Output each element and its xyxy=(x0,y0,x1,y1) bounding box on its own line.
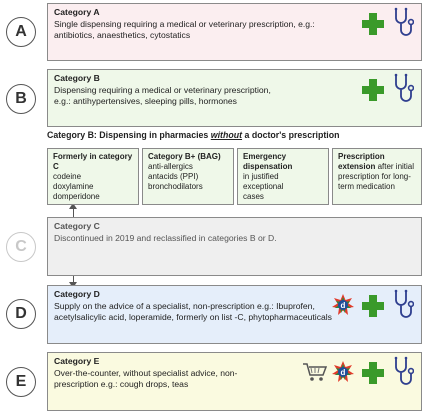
sub-line: bronchodilators xyxy=(148,182,203,191)
sub-emergency xyxy=(237,148,329,205)
category-b-text: Dispensing requiring a medical or veterinary prescription, e.g.: antihypertensives, sleeping pills, hormones xyxy=(54,85,271,106)
sub-line: anti-allergics xyxy=(148,162,193,171)
green-cross-icon xyxy=(362,13,384,35)
sub-line: domperidone xyxy=(53,192,100,201)
sub-emergency-title: Emergency dispensation xyxy=(243,152,293,171)
green-cross-icon xyxy=(362,79,384,101)
category-d-text: Supply on the advice of a specialist, non-prescription e.g.: Ibuprofen, acetylsalicylic acid, loperamide, formerly on list -C, phytopharmaceuticals xyxy=(54,301,332,322)
circle-d: D xyxy=(6,299,36,329)
category-c-text: Discontinued in 2019 and reclassified in categories B or D. xyxy=(54,233,277,243)
category-d-title: Category D xyxy=(54,289,100,299)
sub-formerly-c-title: Formerly in category C xyxy=(53,152,133,171)
category-c-title: Category C xyxy=(54,221,100,231)
sub-line: antacids (PPI) xyxy=(148,172,199,181)
drogerie-logo-icon xyxy=(332,294,354,316)
green-cross-icon xyxy=(362,362,384,384)
drogerie-logo-icon xyxy=(332,361,354,383)
category-c-box xyxy=(47,217,422,276)
circle-e: E xyxy=(6,367,36,397)
sub-b-plus xyxy=(142,148,234,205)
sub-extension-title: Prescription extension xyxy=(338,152,385,171)
sub-b-plus-title: Category B+ (BAG) xyxy=(148,152,221,161)
category-e-title: Category E xyxy=(54,356,100,366)
svg-text:d: d xyxy=(340,301,346,310)
sub-extension-text: after initial prescription for long-term medication xyxy=(338,162,415,191)
category-a-title: Category A xyxy=(54,7,100,17)
pharmacy-heading: Category B: Dispensing in pharmacies without a doctor's prescription xyxy=(47,130,340,140)
circle-c: C xyxy=(6,232,36,262)
sub-line: cases xyxy=(243,192,264,201)
stethoscope-icon xyxy=(392,289,414,321)
green-cross-icon xyxy=(362,295,384,317)
category-e-text: Over-the-counter, without specialist advice, non-prescription e.g.: cough drops, teas xyxy=(54,368,238,389)
stethoscope-icon xyxy=(392,356,414,388)
circle-a: A xyxy=(6,17,36,47)
svg-text:d: d xyxy=(340,368,346,377)
category-b-title: Category B xyxy=(54,73,100,83)
circle-b: B xyxy=(6,84,36,114)
stethoscope-icon xyxy=(392,73,414,105)
category-a-text: Single dispensing requiring a medical or veterinary prescription, e.g.: antibiotics, anaesthetics, cytostatics xyxy=(54,19,315,40)
sub-line: doxylamine xyxy=(53,182,94,191)
sub-line: exceptional xyxy=(243,182,284,191)
shopping-cart-icon xyxy=(303,363,327,383)
stethoscope-icon xyxy=(392,7,414,39)
sub-line: in justified xyxy=(243,172,279,181)
sub-line: codeine xyxy=(53,172,82,181)
sub-formerly-c xyxy=(47,148,139,205)
sub-prescription-extension xyxy=(332,148,422,205)
